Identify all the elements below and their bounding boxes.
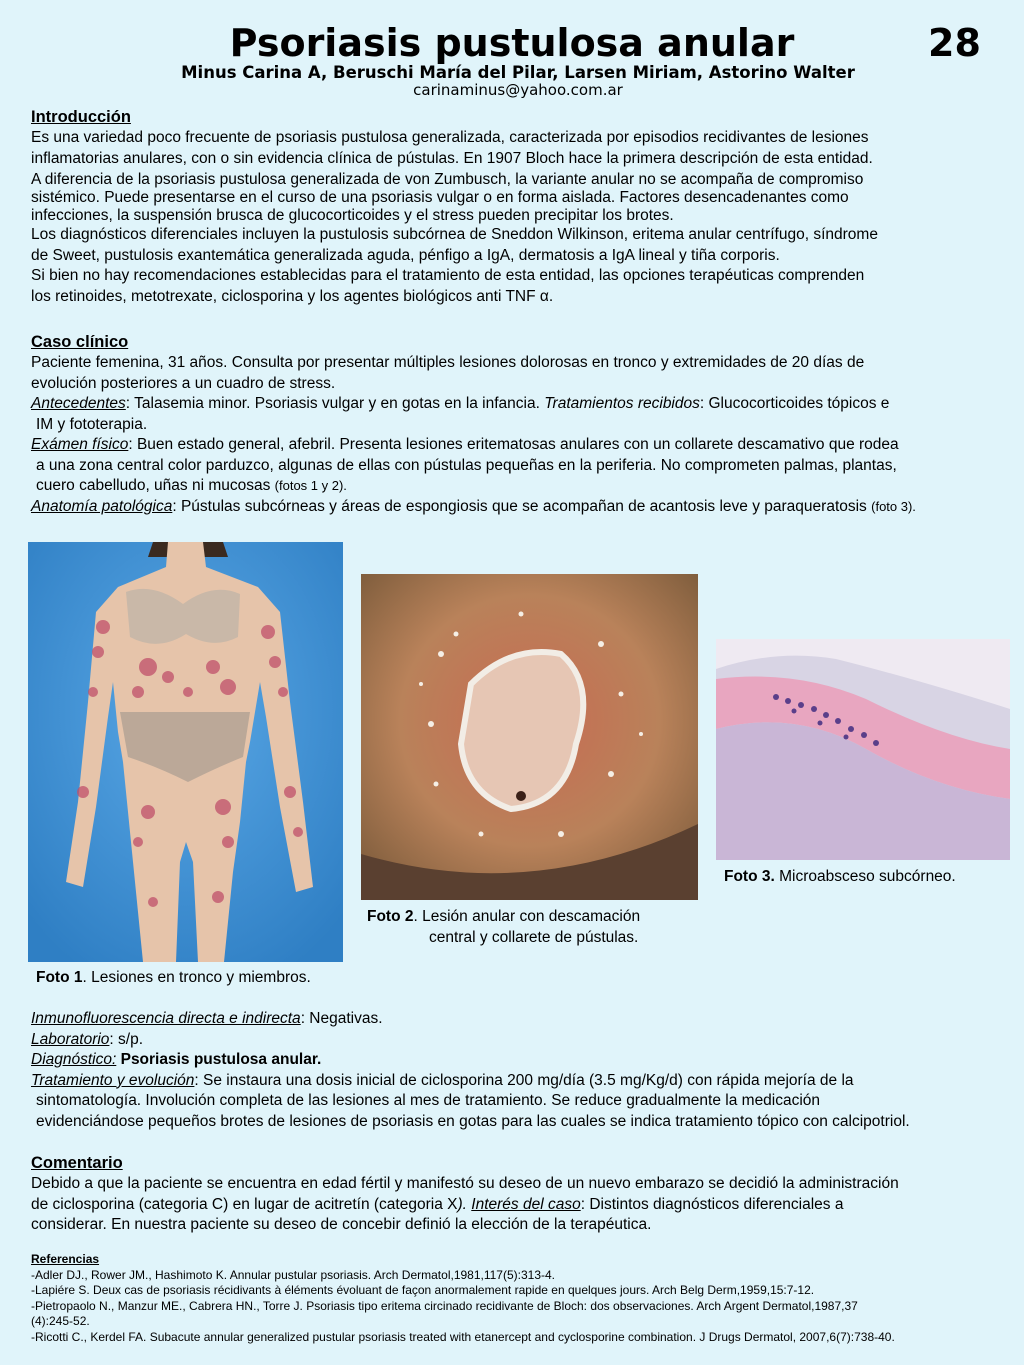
- intro-line: Los diagnósticos diferenciales incluyen la pustulosis subcórnea de Sneddon Wilkinson, eritema anular centrífugo, síndrome: [31, 226, 878, 243]
- caso-heading: Caso clínico: [31, 333, 129, 351]
- antecedentes-line: [31, 394, 916, 415]
- lab-text: : s/p.: [109, 1030, 144, 1048]
- diag-text: Psoriasis pustulosa anular.: [116, 1051, 322, 1068]
- comentario-text: ).: [457, 1195, 472, 1213]
- examen-line: [31, 435, 916, 456]
- title-text: Psoriasis pustulosa anular: [229, 21, 795, 65]
- tratamientos-text: : Glucocorticoides tópicos e: [699, 395, 890, 412]
- authors: Minus Carina A, Beruschi María del Pilar, Larsen Miriam, Astorino Walter: [181, 63, 855, 82]
- intro-line: A diferencia de la psoriasis pustulosa generalizada de von Zumbusch, la variante anular no se acompaña de compromiso: [31, 171, 864, 188]
- trat-text: : Se instaura una dosis inicial de ciclosporina 200 mg/día (3.5 mg/Kg/d) con rápida mejoría de la: [194, 1071, 854, 1089]
- anatomia-text: : Pústulas subcórneas y áreas de espongiosis que se acompañan de acantosis leve y paraqueratosis: [172, 497, 872, 515]
- reference-item: -Adler DJ., Rower JM., Hashimoto K. Annular pustular psoriasis. Arch Dermatol,1981,117(5):313-4.: [31, 1267, 556, 1282]
- foto2-image: [361, 574, 698, 900]
- reference-item: (4):245-52.: [31, 1314, 90, 1328]
- examen-cont-text: cuero cabelludo, uñas ni mucosas: [36, 477, 275, 494]
- inmuno-line: [31, 1009, 910, 1030]
- caso-line: Paciente femenina, 31 años. Consulta por presentar múltiples lesiones dolorosas en tronco y extremidades de 20 días de: [31, 354, 865, 371]
- examen-ref: (fotos 1 y 2).: [274, 478, 347, 493]
- intro-line: inflamatorias anulares, con o sin evidencia clínica de pústulas. En 1907 Bloch hace la primera descripción de esta entidad.: [31, 149, 873, 167]
- diag-label: Diagnóstico:: [31, 1051, 117, 1068]
- reference-item: -Pietropaolo N., Manzur ME., Cabrera HN., Torre J. Psoriasis tipo eritema circinado recidivante de Bloch: dos observaciones. Arch Argent Dermatol,1987,37: [31, 1298, 858, 1313]
- tratamientos-label: Tratamientos recibidos: [544, 395, 700, 412]
- resultados-section: [31, 1009, 910, 1132]
- foto3-caption: [724, 866, 956, 887]
- foto3-caption-text: Microabsceso subcórneo.: [774, 868, 956, 885]
- inmuno-label: Inmunofluorescencia directa e indirecta: [31, 1010, 301, 1027]
- lab-line: [31, 1030, 910, 1051]
- foto3-image: [716, 639, 1010, 860]
- comentario-heading: Comentario: [31, 1154, 123, 1172]
- intro-line: Es una variedad poco frecuente de psoriasis pustulosa generalizada, caracterizada por episodios recidivantes de lesiones: [31, 129, 869, 146]
- foto1-image: [28, 542, 343, 962]
- examen-cont: [31, 476, 916, 497]
- foto1-caption-bold: Foto 1: [36, 969, 83, 986]
- anatomia-line: [31, 497, 916, 518]
- foto2-caption-bold: Foto 2: [367, 908, 414, 925]
- foto3-caption-bold: Foto 3.: [724, 868, 775, 885]
- referencias-heading: Referencias: [31, 1252, 100, 1266]
- referencias-section: [31, 1252, 895, 1345]
- caso-line: evolución posteriores a un cuadro de stress.: [31, 374, 336, 392]
- intro-line: Si bien no hay recomendaciones establecidas para el tratamiento de esta entidad, las opciones terapéuticas comprenden: [31, 267, 865, 284]
- examen-cont: a una zona central color parduzco, algunas de ellas con pústulas pequeñas en la periferia. No comprometen palmas, plantas,: [36, 456, 897, 474]
- caso-section: [31, 332, 916, 517]
- foto2-caption: [367, 906, 640, 927]
- foto2-caption-text: . Lesión anular con descamación: [413, 908, 641, 925]
- comentario-text: de ciclosporina (categoria C) en lugar de acitretín (categoria X: [31, 1195, 458, 1213]
- inmuno-text: : Negativas.: [300, 1010, 383, 1027]
- examen-text: : Buen estado general, afebril. Presenta lesiones eritematosas anulares con un collarete descamativo que rodea: [128, 436, 899, 453]
- contact-email: carinaminus@yahoo.com.ar: [413, 81, 623, 99]
- poster-number: 28: [928, 21, 981, 65]
- intro-line: de Sweet, pustulosis exantemática generalizada aguda, pénfigo a IgA, dermatosis a IgA lineal y tiña corporis.: [31, 246, 780, 264]
- anatomia-ref: (foto 3).: [871, 498, 916, 514]
- trat-label: Tratamiento y evolución: [31, 1071, 195, 1089]
- diag-line: [31, 1050, 910, 1071]
- trat-cont: evidenciándose pequeños brotes de lesiones de psoriasis en gotas para las cuales se indica tratamiento tópico con calcipotriol.: [36, 1112, 910, 1130]
- antecedentes-text: : Talasemia minor. Psoriasis vulgar y en gotas en la infancia.: [125, 395, 545, 412]
- foto2-caption-cont: central y collarete de pústulas.: [429, 929, 639, 946]
- anatomia-label: Anatomía patológica: [31, 497, 173, 515]
- comentario-line: [31, 1195, 899, 1216]
- intro-line: infecciones, la suspensión brusca de glucocorticoides y el stress pueden precipitar los brotes.: [31, 207, 674, 224]
- reference-item: -Ricotti C., Kerdel FA. Subacute annular generalized pustular psoriasis treated with etanercept and cyclosporine combination. J Drugs Dermatol, 2007,6(7):738-40.: [31, 1329, 895, 1344]
- tratamientos-cont: IM y fototerapia.: [36, 415, 148, 433]
- intro-line: los retinoides, metotrexate, ciclosporina y los agentes biológicos anti TNF α.: [31, 287, 554, 305]
- foto1-caption: [36, 967, 311, 988]
- intro-section: [31, 107, 878, 307]
- comentario-line: Debido a que la paciente se encuentra en edad fértil y manifestó su deseo de un nuevo embarazo se decidió la administración: [31, 1175, 899, 1192]
- foto1-caption-text: . Lesiones en tronco y miembros.: [82, 969, 311, 986]
- trat-line: [31, 1071, 910, 1092]
- trat-cont: sintomatología. Involución completa de las lesiones al mes de tratamiento. Se reduce gradualmente la medicación: [36, 1092, 821, 1109]
- comentario-section: [31, 1153, 899, 1236]
- reference-item: -Lapiére S. Deux cas de psoriasis récidivants à éléments évoluant de façon anormalement rapide en quelques jours. Arch Belg Derm,1959,15:7-12.: [31, 1283, 815, 1297]
- interes-label: Interés del caso: [471, 1195, 581, 1213]
- poster-title: [0, 18, 1024, 68]
- examen-label: Exámen físico: [31, 436, 129, 453]
- comentario-text: : Distintos diagnósticos diferenciales a: [580, 1195, 844, 1213]
- comentario-line: considerar. En nuestra paciente su deseo de concebir definió la elección de la terapéutica.: [31, 1216, 652, 1233]
- lab-label: Laboratorio: [31, 1030, 110, 1048]
- intro-heading: Introducción: [31, 108, 131, 126]
- intro-line: sistémico. Puede presentarse en el curso de una psoriasis vulgar o en forma aislada. Factores desencadenantes como: [31, 189, 849, 206]
- antecedentes-label: Antecedentes: [31, 395, 126, 412]
